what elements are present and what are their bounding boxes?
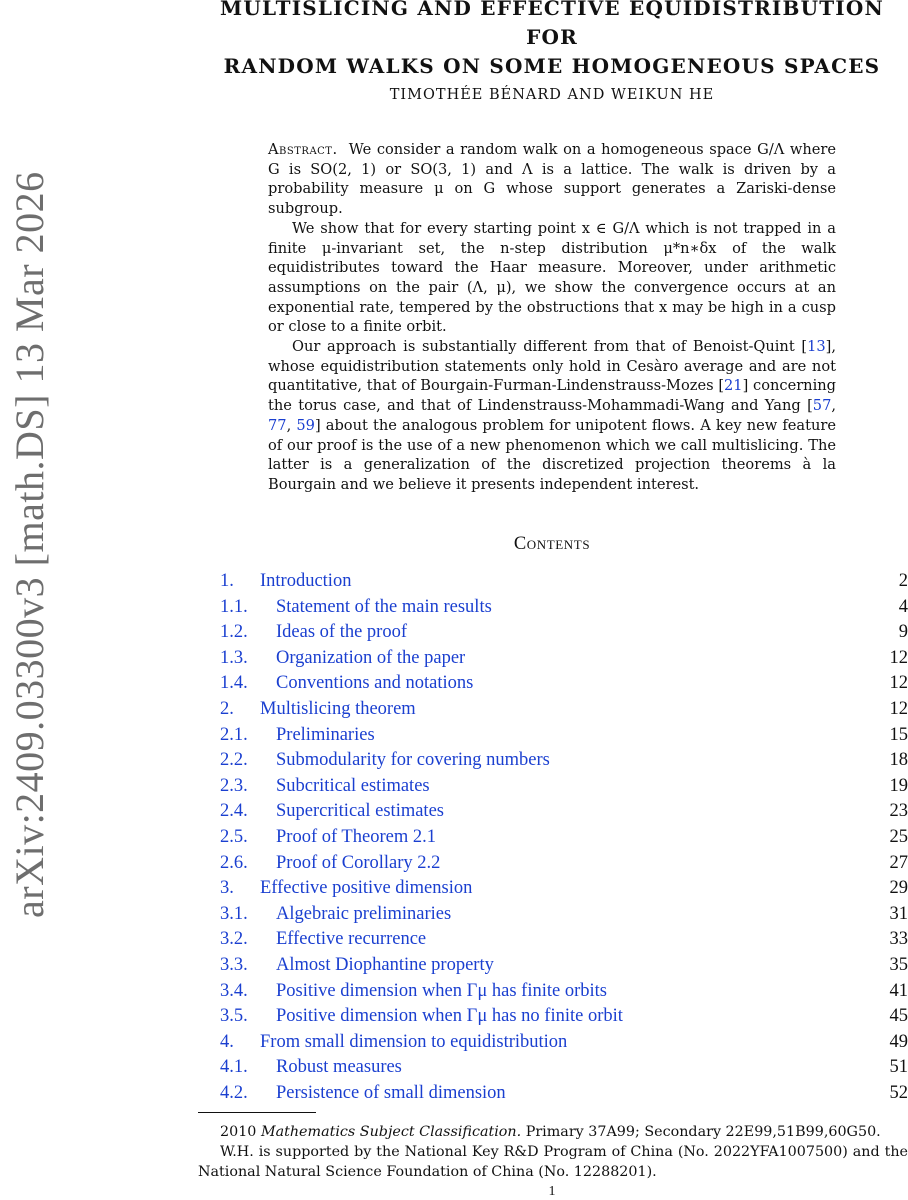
toc-entry-title[interactable]: Ideas of the proof <box>276 622 407 643</box>
toc-entry[interactable] <box>220 569 908 595</box>
toc-entry-number[interactable]: 1.3. <box>220 647 248 668</box>
toc-entry[interactable] <box>220 851 908 877</box>
toc-entry-page: 12 <box>889 698 908 719</box>
toc-entry[interactable] <box>220 876 908 902</box>
toc-entry-number[interactable]: 2.6. <box>220 852 248 873</box>
toc-entry-number[interactable]: 1.2. <box>220 622 248 643</box>
toc-entry[interactable] <box>220 1081 908 1107</box>
toc-entry-page: 31 <box>889 903 908 924</box>
contents-heading: Contents <box>513 534 591 554</box>
abstract-heading: Abstract. <box>268 141 338 158</box>
toc-entry[interactable] <box>220 799 908 825</box>
title-line-1: MULTISLICING AND EFFECTIVE EQUIDISTRIBUTION FOR <box>220 0 884 49</box>
toc-entry-page: 49 <box>889 1031 908 1052</box>
toc-entry-page: 35 <box>889 954 908 975</box>
toc-entry-page: 19 <box>889 775 908 796</box>
footnote-divider <box>198 1112 316 1113</box>
toc-entry-title[interactable]: Proof of Corollary 2.2 <box>276 852 441 873</box>
toc-entry[interactable] <box>220 748 908 774</box>
toc-entry-number[interactable]: 2.2. <box>220 750 248 771</box>
toc-entry[interactable] <box>220 697 908 723</box>
footnotes <box>198 1122 908 1182</box>
toc-entry[interactable] <box>220 620 908 646</box>
table-of-contents <box>220 569 908 1106</box>
toc-entry-page: 25 <box>889 826 908 847</box>
toc-entry-page: 45 <box>889 1006 908 1027</box>
citation-link[interactable]: 13 <box>807 338 826 356</box>
toc-entry-number[interactable]: 2.5. <box>220 826 248 847</box>
toc-entry-page: 2 <box>898 571 908 591</box>
toc-entry[interactable] <box>220 902 908 928</box>
toc-entry-page: 12 <box>889 673 908 694</box>
toc-entry-page: 33 <box>889 929 908 950</box>
toc-entry[interactable] <box>220 927 908 953</box>
toc-entry-page: 15 <box>889 724 908 745</box>
toc-entry-title[interactable]: Supercritical estimates <box>276 801 444 822</box>
toc-entry-title[interactable]: Algebraic preliminaries <box>276 903 452 924</box>
arxiv-identifier-stamp: arXiv:2409.03300v3 [math.DS] 13 Mar 2026 <box>7 171 52 919</box>
toc-entry-number[interactable]: 2.4. <box>220 801 248 822</box>
toc-entry[interactable] <box>220 953 908 979</box>
toc-entry-title[interactable]: Effective recurrence <box>276 929 427 950</box>
toc-entry-page: 52 <box>889 1082 908 1103</box>
toc-entry-number[interactable]: 2.3. <box>220 775 248 796</box>
toc-entry-number[interactable]: 1.1. <box>220 596 248 617</box>
title-line-2: RANDOM WALKS ON SOME HOMOGENEOUS SPACES <box>223 54 881 78</box>
toc-entry-page: 41 <box>889 980 908 1001</box>
citation-link[interactable]: 59 <box>296 416 315 434</box>
toc-entry-title[interactable]: Multislicing theorem <box>260 698 416 719</box>
toc-entry-title[interactable]: Subcritical estimates <box>276 775 430 796</box>
toc-entry-title[interactable]: Positive dimension when Γμ has finite orbits <box>276 980 607 1001</box>
toc-entry-page: 23 <box>889 801 908 822</box>
toc-entry-number[interactable]: 3. <box>220 878 234 899</box>
toc-entry-number[interactable]: 2. <box>220 698 234 719</box>
toc-entry-title[interactable]: Robust measures <box>276 1057 402 1078</box>
toc-entry-page: 51 <box>889 1057 908 1078</box>
toc-entry-title[interactable]: Positive dimension when Γμ has no finite orbit <box>276 1006 623 1027</box>
toc-entry-title[interactable]: Statement of the main results <box>276 596 492 617</box>
citation-link[interactable]: 21 <box>724 377 743 395</box>
citation-link[interactable]: 77 <box>268 416 287 434</box>
toc-entry[interactable] <box>220 595 908 621</box>
toc-entry[interactable] <box>220 671 908 697</box>
toc-entry-title[interactable]: Introduction <box>260 571 352 591</box>
toc-entry[interactable] <box>220 825 908 851</box>
toc-entry-number[interactable]: 4.1. <box>220 1057 248 1078</box>
toc-entry[interactable] <box>220 979 908 1005</box>
toc-entry-number[interactable]: 1. <box>220 571 234 591</box>
toc-entry-title[interactable]: Proof of Theorem 2.1 <box>276 826 436 847</box>
toc-entry-title[interactable]: Almost Diophantine property <box>276 954 494 975</box>
toc-entry-number[interactable]: 3.3. <box>220 954 248 975</box>
toc-entry-title[interactable]: Conventions and notations <box>276 673 474 694</box>
toc-entry-title[interactable]: Effective positive dimension <box>260 878 473 899</box>
abstract-paragraph-1 <box>268 140 836 219</box>
toc-entry[interactable] <box>220 1004 908 1030</box>
toc-entry-page: 9 <box>898 622 908 643</box>
toc-entry-number[interactable]: 4.2. <box>220 1082 248 1103</box>
toc-entry-number[interactable]: 2.1. <box>220 724 248 745</box>
abstract <box>268 140 836 495</box>
toc-entry-title[interactable]: Organization of the paper <box>276 647 466 668</box>
paper-title <box>196 0 908 81</box>
toc-entry-number[interactable]: 3.2. <box>220 929 248 950</box>
toc-entry-number[interactable]: 3.4. <box>220 980 248 1001</box>
toc-entry[interactable] <box>220 1055 908 1081</box>
toc-entry-title[interactable]: Persistence of small dimension <box>276 1082 506 1103</box>
toc-entry-title[interactable]: Submodularity for covering numbers <box>276 750 550 771</box>
toc-entry-number[interactable]: 3.5. <box>220 1006 248 1027</box>
abstract-paragraph-3: Our approach is substantially different from that of Benoist-Quint [13], whose equidistribution statements only hold in Cesàro average and are not quantitative, that of Bourgain-Furman-Lindenstrauss-Mozes [21] concerning the torus case, and that of Lindenstrauss-Mohammadi-Wang and Yang [57, 77, 59] about the analogous problem for unipotent flows. A key new feature of our proof is the use of a new phenomenon which we call multislicing. The latter is a generalization of the discretized projection theorems à la Bourgain and we believe it presents independent interest. <box>268 338 836 493</box>
paper-authors: TIMOTHÉE BÉNARD AND WEIKUN HE <box>389 87 715 103</box>
abstract-text-1: We consider a random walk on a homogeneous space G/Λ where G is SO(2, 1) or SO(3, 1) and Λ is a lattice. The walk is driven by a probability measure μ on G whose support generates a Zariski-dense subgroup. <box>268 141 836 218</box>
toc-entry[interactable] <box>220 723 908 749</box>
toc-entry-number[interactable]: 3.1. <box>220 903 248 924</box>
toc-entry[interactable] <box>220 774 908 800</box>
toc-entry[interactable] <box>220 1030 908 1056</box>
msc-footnote: 2010 Mathematics Subject Classification. Primary 37A99; Secondary 22E99,51B99,60G50. <box>220 1124 881 1140</box>
abstract-paragraph-2: We show that for every starting point x ∈ G/Λ which is not trapped in a finite μ-invariant set, the n-step distribution μ*n∗δx of the walk equidistributes toward the Haar measure. Moreover, under arithmetic assumptions on the pair (Λ, μ), we show the convergence occurs at an exponential rate, tempered by the obstructions that x may be high in a cusp or close to a finite orbit. <box>268 219 836 336</box>
citation-link[interactable]: 57 <box>812 397 832 415</box>
toc-entry-number[interactable]: 1.4. <box>220 673 248 694</box>
toc-entry-title[interactable]: From small dimension to equidistribution <box>260 1031 568 1052</box>
toc-entry-page: 29 <box>889 878 908 899</box>
toc-entry-page: 18 <box>889 750 908 771</box>
toc-entry-number[interactable]: 4. <box>220 1031 234 1052</box>
page-number: 1 <box>548 1184 556 1199</box>
toc-entry-title[interactable]: Preliminaries <box>276 724 375 745</box>
funding-footnote: W.H. is supported by the National Key R&D Program of China (No. 2022YFA1007500) and the National Natural Science Foundation of China (No. 12288201). <box>198 1144 908 1180</box>
toc-entry-page: 12 <box>889 647 908 668</box>
toc-entry[interactable] <box>220 646 908 672</box>
toc-entry-page: 27 <box>889 852 908 873</box>
toc-entry-page: 4 <box>898 596 908 617</box>
